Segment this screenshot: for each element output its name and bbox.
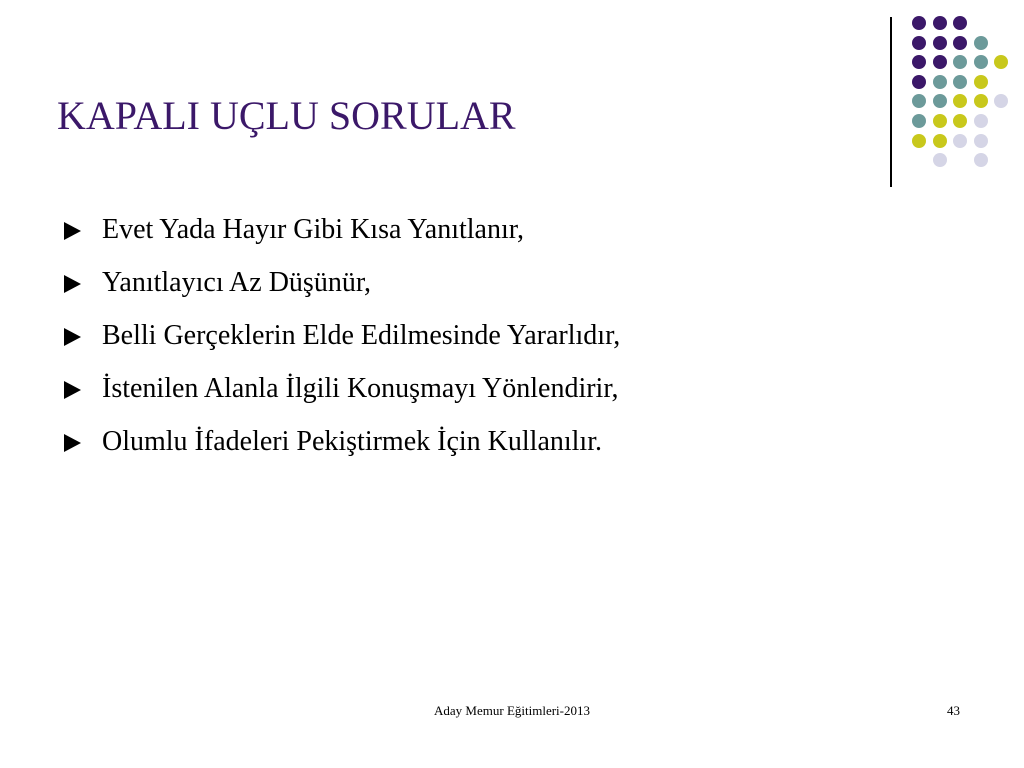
decorative-dot — [953, 36, 967, 50]
bullet-item — [62, 256, 620, 309]
decorative-dot — [933, 153, 947, 167]
bullet-text: Belli Gerçeklerin Elde Edilmesinde Yararlıdır, — [102, 319, 621, 351]
slide-title: KAPALI UÇLU SORULAR — [57, 93, 516, 138]
footer-text: Aday Memur Eğitimleri-2013 — [434, 703, 590, 718]
decorative-dot — [994, 94, 1008, 108]
decorative-dot — [912, 75, 926, 89]
decorative-dot — [974, 134, 988, 148]
decorative-dot — [912, 36, 926, 50]
bullet-text: Olumlu İfadeleri Pekiştirmek İçin Kullanılır. — [102, 425, 602, 457]
bullet-item — [62, 362, 620, 415]
arrowhead-right-icon — [64, 222, 81, 240]
bullet-item — [62, 309, 620, 362]
decorative-dot — [933, 94, 947, 108]
decorative-dot — [912, 134, 926, 148]
decorative-dot — [933, 55, 947, 69]
bullet-text: İstenilen Alanla İlgili Konuşmayı Yönlendirir, — [102, 372, 619, 404]
decorative-dot — [912, 114, 926, 128]
bullet-item — [62, 203, 620, 256]
page-number: 43 — [947, 703, 960, 718]
decorative-dot — [953, 16, 967, 30]
bullet-item — [62, 415, 620, 468]
decorative-dot — [933, 16, 947, 30]
decorative-dot — [974, 114, 988, 128]
decorative-dot — [974, 153, 988, 167]
decorative-dot — [912, 16, 926, 30]
decorative-dot — [933, 134, 947, 148]
decorative-dot — [994, 55, 1008, 69]
decorative-dot — [933, 75, 947, 89]
decorative-dot — [974, 55, 988, 69]
decorative-dot — [953, 75, 967, 89]
decorative-dot — [912, 55, 926, 69]
decorative-dot — [953, 94, 967, 108]
decorative-dot — [974, 36, 988, 50]
arrowhead-right-icon — [64, 381, 81, 399]
vertical-divider-line — [890, 17, 892, 187]
decorative-dot — [953, 114, 967, 128]
arrowhead-right-icon — [64, 434, 81, 452]
decorative-dot — [933, 114, 947, 128]
arrowhead-right-icon — [64, 328, 81, 346]
decorative-dot — [953, 55, 967, 69]
bullet-text: Yanıtlayıcı Az Düşünür, — [102, 266, 372, 298]
decorative-dot — [912, 94, 926, 108]
decorative-dot — [974, 75, 988, 89]
decorative-dot — [974, 94, 988, 108]
decorative-dot — [933, 36, 947, 50]
bullet-list — [62, 203, 620, 468]
arrowhead-right-icon — [64, 275, 81, 293]
bullet-text: Evet Yada Hayır Gibi Kısa Yanıtlanır, — [102, 213, 524, 245]
decorative-dot — [953, 134, 967, 148]
